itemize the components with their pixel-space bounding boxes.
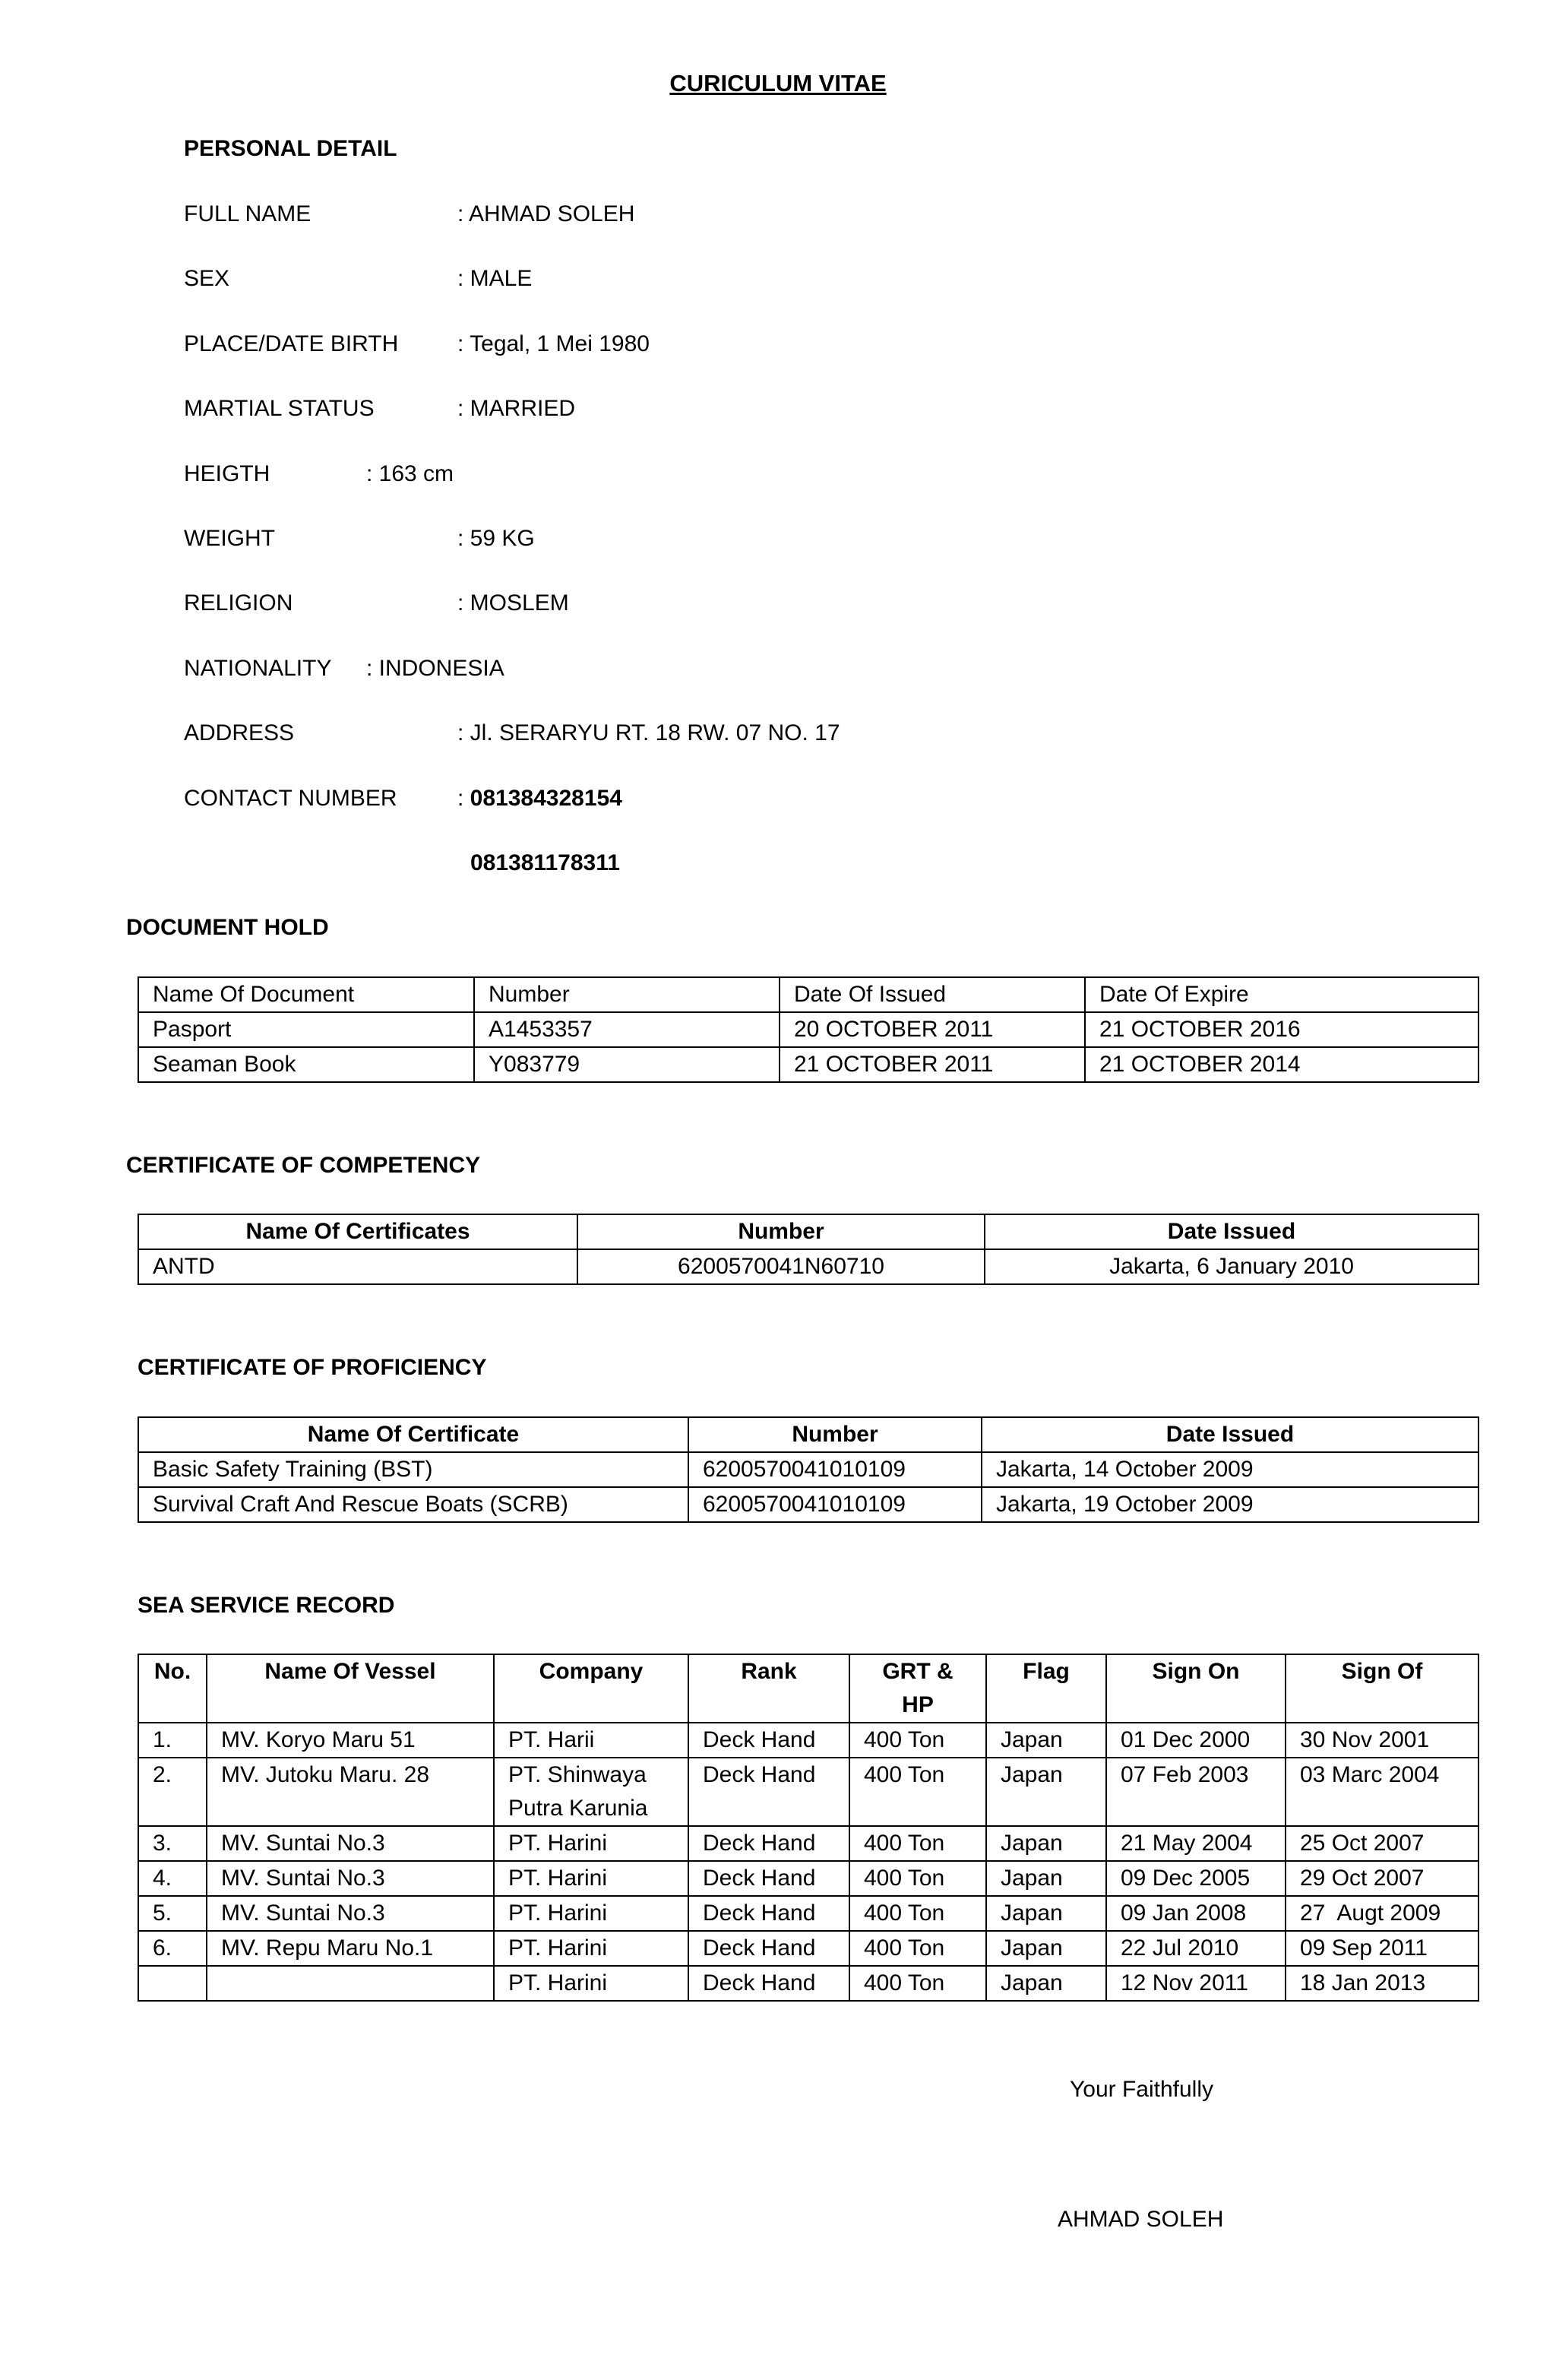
table-row [138, 1826, 1479, 1861]
table-cell: Japan [986, 1826, 1106, 1861]
full-name-label: FULL NAME [184, 201, 312, 226]
table-cell: 25 Oct 2007 [1286, 1826, 1479, 1861]
table-cell: 21 OCTOBER 2016 [1085, 1012, 1479, 1047]
marital-status-value: : MARRIED [457, 396, 576, 421]
table-cell: 400 Ton [849, 1758, 986, 1826]
table-cell: Seaman Book [138, 1047, 474, 1082]
table-cell: Jakarta, 14 October 2009 [982, 1452, 1479, 1487]
table-cell: PT. Harii [494, 1723, 688, 1758]
table-cell: 09 Jan 2008 [1106, 1896, 1286, 1931]
table-cell: 6200570041010109 [688, 1487, 982, 1522]
contact-number-label: CONTACT NUMBER [184, 786, 397, 811]
column-header: Company [494, 1654, 688, 1723]
table-header-row [138, 977, 1479, 1012]
table-cell: 03 Marc 2004 [1286, 1758, 1479, 1826]
religion-label: RELIGION [184, 590, 293, 616]
table-cell: 29 Oct 2007 [1286, 1861, 1479, 1896]
table-cell: PT. Shinwaya Putra Karunia [494, 1758, 688, 1826]
column-header: Number [577, 1214, 985, 1249]
table-cell: Japan [986, 1758, 1106, 1826]
table-cell: A1453357 [474, 1012, 780, 1047]
table-cell: MV. Repu Maru No.1 [207, 1931, 494, 1966]
contact-colon: : [457, 786, 470, 811]
table-cell: 18 Jan 2013 [1286, 1966, 1479, 2001]
table-cell: 400 Ton [849, 1966, 986, 2001]
table-cell: 21 OCTOBER 2011 [780, 1047, 1085, 1082]
table-cell: 07 Feb 2003 [1106, 1758, 1286, 1826]
column-header: Sign On [1106, 1654, 1286, 1723]
table-cell: Japan [986, 1896, 1106, 1931]
column-header: Number [474, 977, 780, 1012]
table-cell: 21 OCTOBER 2014 [1085, 1047, 1479, 1082]
column-header: Rank [688, 1654, 849, 1723]
table-cell: 2. [138, 1758, 207, 1826]
table-row [138, 1012, 1479, 1047]
table-cell: Deck Hand [688, 1758, 849, 1826]
sex-value: : MALE [457, 266, 533, 291]
table-cell: 400 Ton [849, 1931, 986, 1966]
table-cell: PT. Harini [494, 1931, 688, 1966]
column-header: Date Issued [985, 1214, 1479, 1249]
document-title: CURICULUM VITAE [669, 70, 887, 97]
table-row [138, 1861, 1479, 1896]
table-cell: MV. Suntai No.3 [207, 1861, 494, 1896]
table-cell: MV. Koryo Maru 51 [207, 1723, 494, 1758]
table-cell: 1. [138, 1723, 207, 1758]
table-row [138, 1758, 1479, 1826]
document-hold-heading: DOCUMENT HOLD [126, 915, 329, 940]
table-header-row [138, 1654, 1479, 1723]
table-cell: Japan [986, 1931, 1106, 1966]
table-row [138, 1249, 1479, 1284]
table-cell: 30 Nov 2001 [1286, 1723, 1479, 1758]
table-row [138, 1452, 1479, 1487]
table-cell: 4. [138, 1861, 207, 1896]
column-header: Date Of Issued [780, 977, 1085, 1012]
table-row [138, 1047, 1479, 1082]
column-header: GRT & HP [849, 1654, 986, 1723]
table-cell: Basic Safety Training (BST) [138, 1452, 688, 1487]
table-cell: Survival Craft And Rescue Boats (SCRB) [138, 1487, 688, 1522]
column-header: Name Of Certificates [138, 1214, 577, 1249]
marital-status-label: MARTIAL STATUS [184, 396, 375, 421]
table-row [138, 1896, 1479, 1931]
column-header: Name Of Vessel [207, 1654, 494, 1723]
column-header: Name Of Certificate [138, 1417, 688, 1452]
column-header: Date Of Expire [1085, 977, 1479, 1012]
table-header-row [138, 1417, 1479, 1452]
sex-label: SEX [184, 266, 230, 291]
table-header-row [138, 1214, 1479, 1249]
table-cell: PT. Harini [494, 1966, 688, 2001]
column-header: No. [138, 1654, 207, 1723]
table-cell: 01 Dec 2000 [1106, 1723, 1286, 1758]
address-value: : Jl. SERARYU RT. 18 RW. 07 NO. 17 [457, 720, 840, 745]
table-cell: Jakarta, 6 January 2010 [985, 1249, 1479, 1284]
table-cell: 400 Ton [849, 1723, 986, 1758]
table-cell [207, 1966, 494, 2001]
address-label: ADDRESS [184, 720, 295, 745]
table-cell: 09 Sep 2011 [1286, 1931, 1479, 1966]
table-cell: PT. Harini [494, 1861, 688, 1896]
column-header: Date Issued [982, 1417, 1479, 1452]
sea-service-heading: SEA SERVICE RECORD [138, 1593, 395, 1618]
contact-number-secondary: 081381178311 [470, 850, 620, 875]
table-cell: MV. Jutoku Maru. 28 [207, 1758, 494, 1826]
table-cell: Japan [986, 1723, 1106, 1758]
competency-table [138, 1214, 1479, 1285]
table-cell: 27 Augt 2009 [1286, 1896, 1479, 1931]
table-cell: 6200570041N60710 [577, 1249, 985, 1284]
full-name-value: : AHMAD SOLEH [457, 201, 635, 226]
table-cell: 12 Nov 2011 [1106, 1966, 1286, 2001]
table-cell: Deck Hand [688, 1966, 849, 2001]
table-cell: MV. Suntai No.3 [207, 1896, 494, 1931]
height-value: : 163 cm [366, 461, 454, 486]
religion-value: : MOSLEM [457, 590, 569, 616]
table-cell: 20 OCTOBER 2011 [780, 1012, 1085, 1047]
table-cell: Deck Hand [688, 1826, 849, 1861]
table-cell: 400 Ton [849, 1826, 986, 1861]
table-cell: ANTD [138, 1249, 577, 1284]
height-label: HEIGTH [184, 461, 270, 486]
contact-number-value [457, 785, 622, 812]
table-cell: Y083779 [474, 1047, 780, 1082]
nationality-label: NATIONALITY [184, 656, 332, 681]
table-cell: Deck Hand [688, 1896, 849, 1931]
table-cell: 6200570041010109 [688, 1452, 982, 1487]
birth-label: PLACE/DATE BIRTH [184, 331, 399, 356]
table-row [138, 1931, 1479, 1966]
table-cell: Deck Hand [688, 1723, 849, 1758]
table-row [138, 1723, 1479, 1758]
table-row [138, 1966, 1479, 2001]
nationality-value: : INDONESIA [366, 656, 504, 681]
column-header: Number [688, 1417, 982, 1452]
table-cell: 3. [138, 1826, 207, 1861]
table-cell: 400 Ton [849, 1896, 986, 1931]
signature-name: AHMAD SOLEH [1058, 2207, 1224, 2232]
table-cell: 21 May 2004 [1106, 1826, 1286, 1861]
table-cell: 400 Ton [849, 1861, 986, 1896]
sea-service-table [138, 1654, 1479, 2002]
table-cell: Pasport [138, 1012, 474, 1047]
table-cell: 6. [138, 1931, 207, 1966]
table-cell: PT. Harini [494, 1826, 688, 1861]
column-header: Flag [986, 1654, 1106, 1723]
table-cell: Japan [986, 1966, 1106, 2001]
table-cell: 22 Jul 2010 [1106, 1931, 1286, 1966]
proficiency-table [138, 1416, 1479, 1523]
table-cell: 5. [138, 1896, 207, 1931]
proficiency-heading: CERTIFICATE OF PROFICIENCY [138, 1355, 487, 1380]
table-cell [138, 1966, 207, 2001]
competency-heading: CERTIFICATE OF COMPETENCY [126, 1153, 481, 1178]
contact-number-primary: 081384328154 [470, 786, 622, 811]
table-cell: Japan [986, 1861, 1106, 1896]
table-cell: Jakarta, 19 October 2009 [982, 1487, 1479, 1522]
table-cell: Deck Hand [688, 1931, 849, 1966]
document-hold-table [138, 976, 1479, 1083]
personal-detail-heading: PERSONAL DETAIL [184, 136, 397, 161]
birth-value: : Tegal, 1 Mei 1980 [457, 331, 650, 356]
weight-value: : 59 KG [457, 526, 535, 551]
column-header: Sign Of [1286, 1654, 1479, 1723]
weight-label: WEIGHT [184, 526, 275, 551]
closing-salutation: Your Faithfully [1070, 2077, 1213, 2102]
table-row [138, 1487, 1479, 1522]
table-cell: Deck Hand [688, 1861, 849, 1896]
table-cell: PT. Harini [494, 1896, 688, 1931]
column-header: Name Of Document [138, 977, 474, 1012]
table-cell: 09 Dec 2005 [1106, 1861, 1286, 1896]
table-cell: MV. Suntai No.3 [207, 1826, 494, 1861]
